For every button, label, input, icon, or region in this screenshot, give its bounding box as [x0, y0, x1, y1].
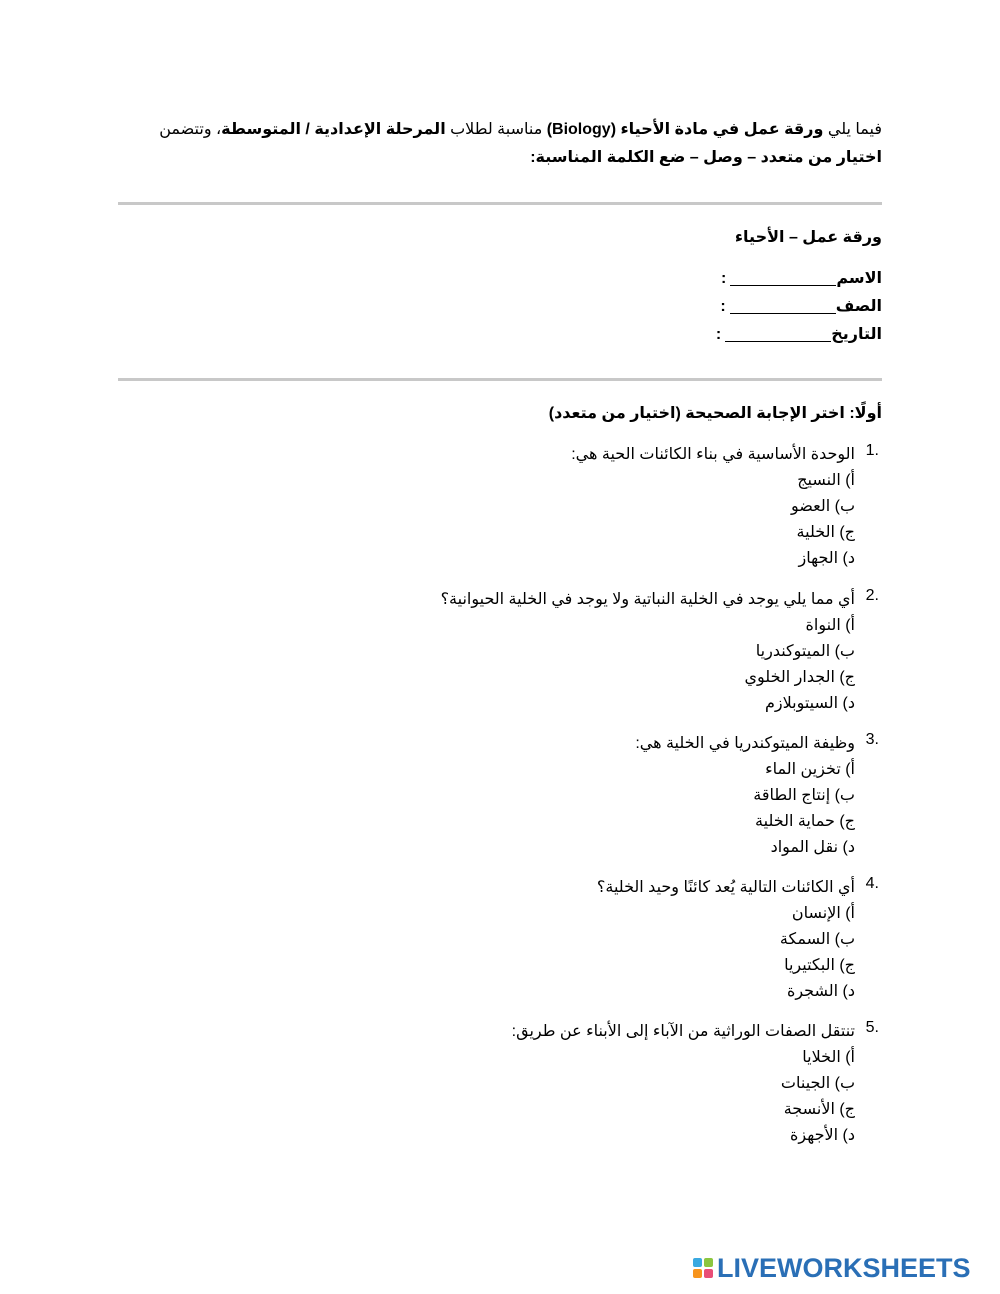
logo-text: LIVEWORKSHEETS — [717, 1252, 971, 1283]
question-1 — [571, 442, 879, 572]
divider — [118, 202, 882, 205]
intro-line-1 — [118, 116, 882, 144]
intro-sections: اختيار من متعدد – وصل – ضع الكلمة المناسبة: — [530, 149, 882, 166]
question-number: 2. — [865, 587, 879, 604]
date-field[interactable]: التاريخ: — [715, 326, 882, 343]
question-2 — [440, 587, 879, 717]
class-field[interactable]: الصف: — [720, 298, 882, 315]
question-text: تنتقل الصفات الوراثية من الآباء إلى الأبناء عن طريق: — [511, 1023, 855, 1040]
question-text: وظيفة الميتوكندريا في الخلية هي: — [635, 735, 855, 752]
intro-line-2 — [118, 144, 882, 172]
question-text: الوحدة الأساسية في بناء الكائنات الحية هي: — [571, 446, 855, 463]
worksheet-title: ورقة عمل – الأحياء — [734, 229, 882, 246]
intro-text: مناسبة لطلاب — [445, 121, 547, 138]
answer-option[interactable]: أ) الخلايا — [802, 1049, 855, 1066]
answer-option[interactable]: ج) البكتيريا — [784, 957, 855, 974]
name-field[interactable]: الاسم: — [720, 270, 882, 287]
answer-option[interactable]: أ) النسيج — [797, 472, 855, 489]
question-number: 1. — [865, 442, 879, 459]
divider — [118, 378, 882, 381]
answer-option[interactable]: ب) العضو — [790, 498, 855, 515]
answer-option[interactable]: ب) الميتوكندريا — [755, 643, 855, 660]
answer-option[interactable]: د) نقل المواد — [770, 839, 855, 856]
intro-stage: المرحلة الإعدادية / المتوسطة — [221, 121, 446, 138]
logo-tile — [704, 1269, 713, 1278]
section-title: أولًا: اختر الإجابة الصحيحة (اختيار من متعدد) — [548, 405, 882, 422]
answer-option[interactable]: ب) السمكة — [779, 931, 855, 948]
question-text: أي مما يلي يوجد في الخلية النباتية ولا يوجد في الخلية الحيوانية؟ — [440, 591, 855, 608]
logo-tiles-icon — [693, 1258, 713, 1278]
answer-option[interactable]: د) السيتوبلازم — [764, 695, 855, 712]
question-number: 3. — [865, 731, 879, 748]
class-label: الصف — [835, 298, 882, 315]
liveworksheets-logo — [693, 1254, 971, 1282]
answer-option[interactable]: أ) الإنسان — [791, 905, 855, 922]
intro-text: فيما يلي — [823, 121, 882, 138]
answer-option[interactable]: أ) تخزين الماء — [765, 761, 855, 778]
answer-option[interactable]: ج) الأنسجة — [783, 1101, 855, 1118]
question-number: 5. — [865, 1019, 879, 1036]
logo-tile — [693, 1258, 702, 1267]
answer-option[interactable]: ب) الجينات — [780, 1075, 855, 1092]
question-5 — [511, 1019, 879, 1149]
intro-paragraph — [118, 116, 882, 172]
answer-option[interactable]: ج) الخلية — [796, 524, 855, 541]
answer-option[interactable]: د) الجهاز — [798, 550, 855, 567]
answer-option[interactable]: ب) إنتاج الطاقة — [753, 787, 855, 804]
name-blank[interactable] — [730, 271, 836, 286]
answer-option[interactable]: د) الأجهزة — [790, 1127, 855, 1144]
date-blank[interactable] — [725, 327, 831, 342]
name-label: الاسم — [836, 270, 882, 287]
logo-tile — [693, 1269, 702, 1278]
intro-text: ، وتتضمن — [159, 121, 222, 138]
logo-tile — [704, 1258, 713, 1267]
question-3 — [635, 731, 879, 861]
intro-subject: ورقة عمل في مادة الأحياء (Biology) — [546, 121, 824, 138]
answer-option[interactable]: أ) النواة — [805, 617, 855, 634]
question-number: 4. — [865, 875, 879, 892]
question-4 — [596, 875, 879, 1005]
date-label: التاريخ — [831, 326, 882, 343]
answer-option[interactable]: د) الشجرة — [786, 983, 855, 1000]
class-blank[interactable] — [730, 299, 836, 314]
answer-option[interactable]: ج) الجدار الخلوي — [744, 669, 855, 686]
answer-option[interactable]: ج) حماية الخلية — [755, 813, 855, 830]
question-text: أي الكائنات التالية يُعد كائنًا وحيد الخلية؟ — [596, 879, 855, 896]
